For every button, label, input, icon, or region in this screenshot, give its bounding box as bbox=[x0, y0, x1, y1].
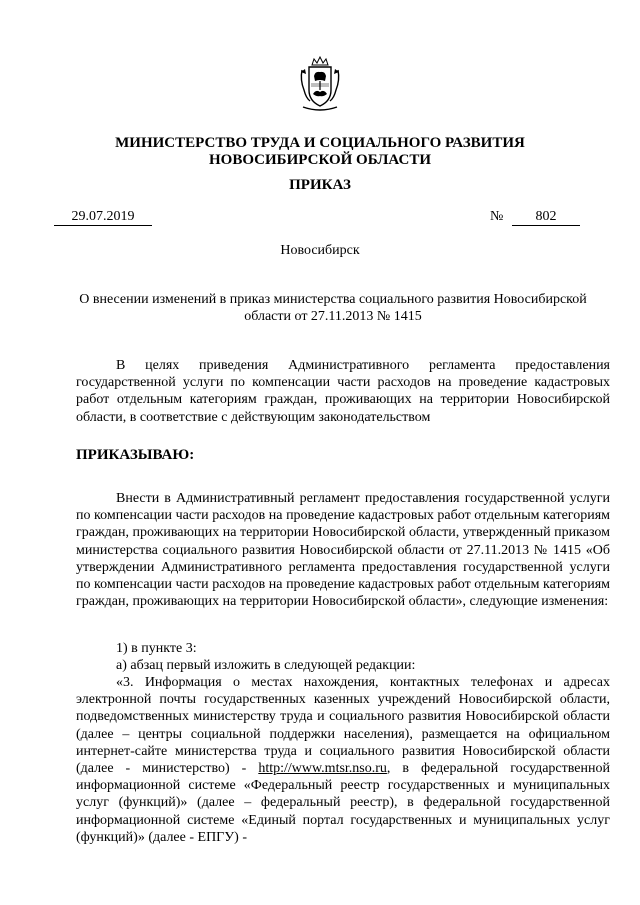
list-item: 1) в пункте 3: bbox=[116, 641, 197, 656]
document-number: 802 bbox=[512, 208, 580, 226]
quote-text: «3. Информация о местах нахождения, контактных телефонах и адресах электронной почты государственных казенных учреждений Новосибирской области, подведомственных министерству труда и социального развития Новосибирской области (далее – центры социальной поддержки населения), размещается на официальном интернет-сайте министерства труда и социального развития Новосибирской области (далее - министерство) - bbox=[76, 675, 610, 777]
list-item: а) абзац первый изложить в следующей редакции: bbox=[116, 658, 416, 673]
document-date: 29.07.2019 bbox=[54, 208, 152, 226]
document-subject: О внесении изменений в приказ министерства социального развития Новосибирской области от 27.11.2013 № 1415 bbox=[79, 292, 587, 324]
quote-paragraph bbox=[76, 674, 610, 846]
ministry-name-line2: НОВОСИБИРСКОЙ ОБЛАСТИ bbox=[208, 152, 432, 168]
main-paragraph: Внести в Административный регламент предоставления государственной услуги по компенсации части расходов на проведение кадастровых работ отдельным категориям граждан, проживающих на территории Новосибирской области, утвержденный приказом министерства социального развития Новосибирской области от 27.11.2013 № 1415 «Об утверждении Административного регламента предоставления государственной услуги по компенсации части расходов на проведение кадастровых работ отдельным категориям граждан, проживающих на территории Новосибирской области», следующие изменения: bbox=[76, 491, 610, 610]
quote-text-continued: , в федеральной государственной информационной системе «Федеральный реестр государственных и муниципальных услуг (функций)» (далее – федеральный реестр), в федеральной государственной информационной системе «Единый портал государственных и муниципальных услуг (функций)» (далее - ЕПГУ) - bbox=[76, 761, 610, 845]
document-type: ПРИКАЗ bbox=[289, 177, 351, 193]
city: Новосибирск bbox=[280, 243, 360, 258]
coat-of-arms-icon bbox=[297, 56, 343, 114]
order-heading: ПРИКАЗЫВАЮ: bbox=[76, 447, 195, 463]
intro-paragraph: В целях приведения Административного регламента предоставления государственной услуги по компенсации части расходов на проведение кадастровых работ отдельным категориям граждан, проживающих на территории Новосибирской области, в соответствие с действующим законодательством bbox=[76, 358, 610, 425]
ministry-name-line1: МИНИСТЕРСТВО ТРУДА И СОЦИАЛЬНОГО РАЗВИТИЯ bbox=[115, 135, 525, 151]
ministry-website-link[interactable]: http://www.mtsr.nso.ru bbox=[258, 761, 387, 777]
number-sign: № bbox=[490, 209, 504, 224]
